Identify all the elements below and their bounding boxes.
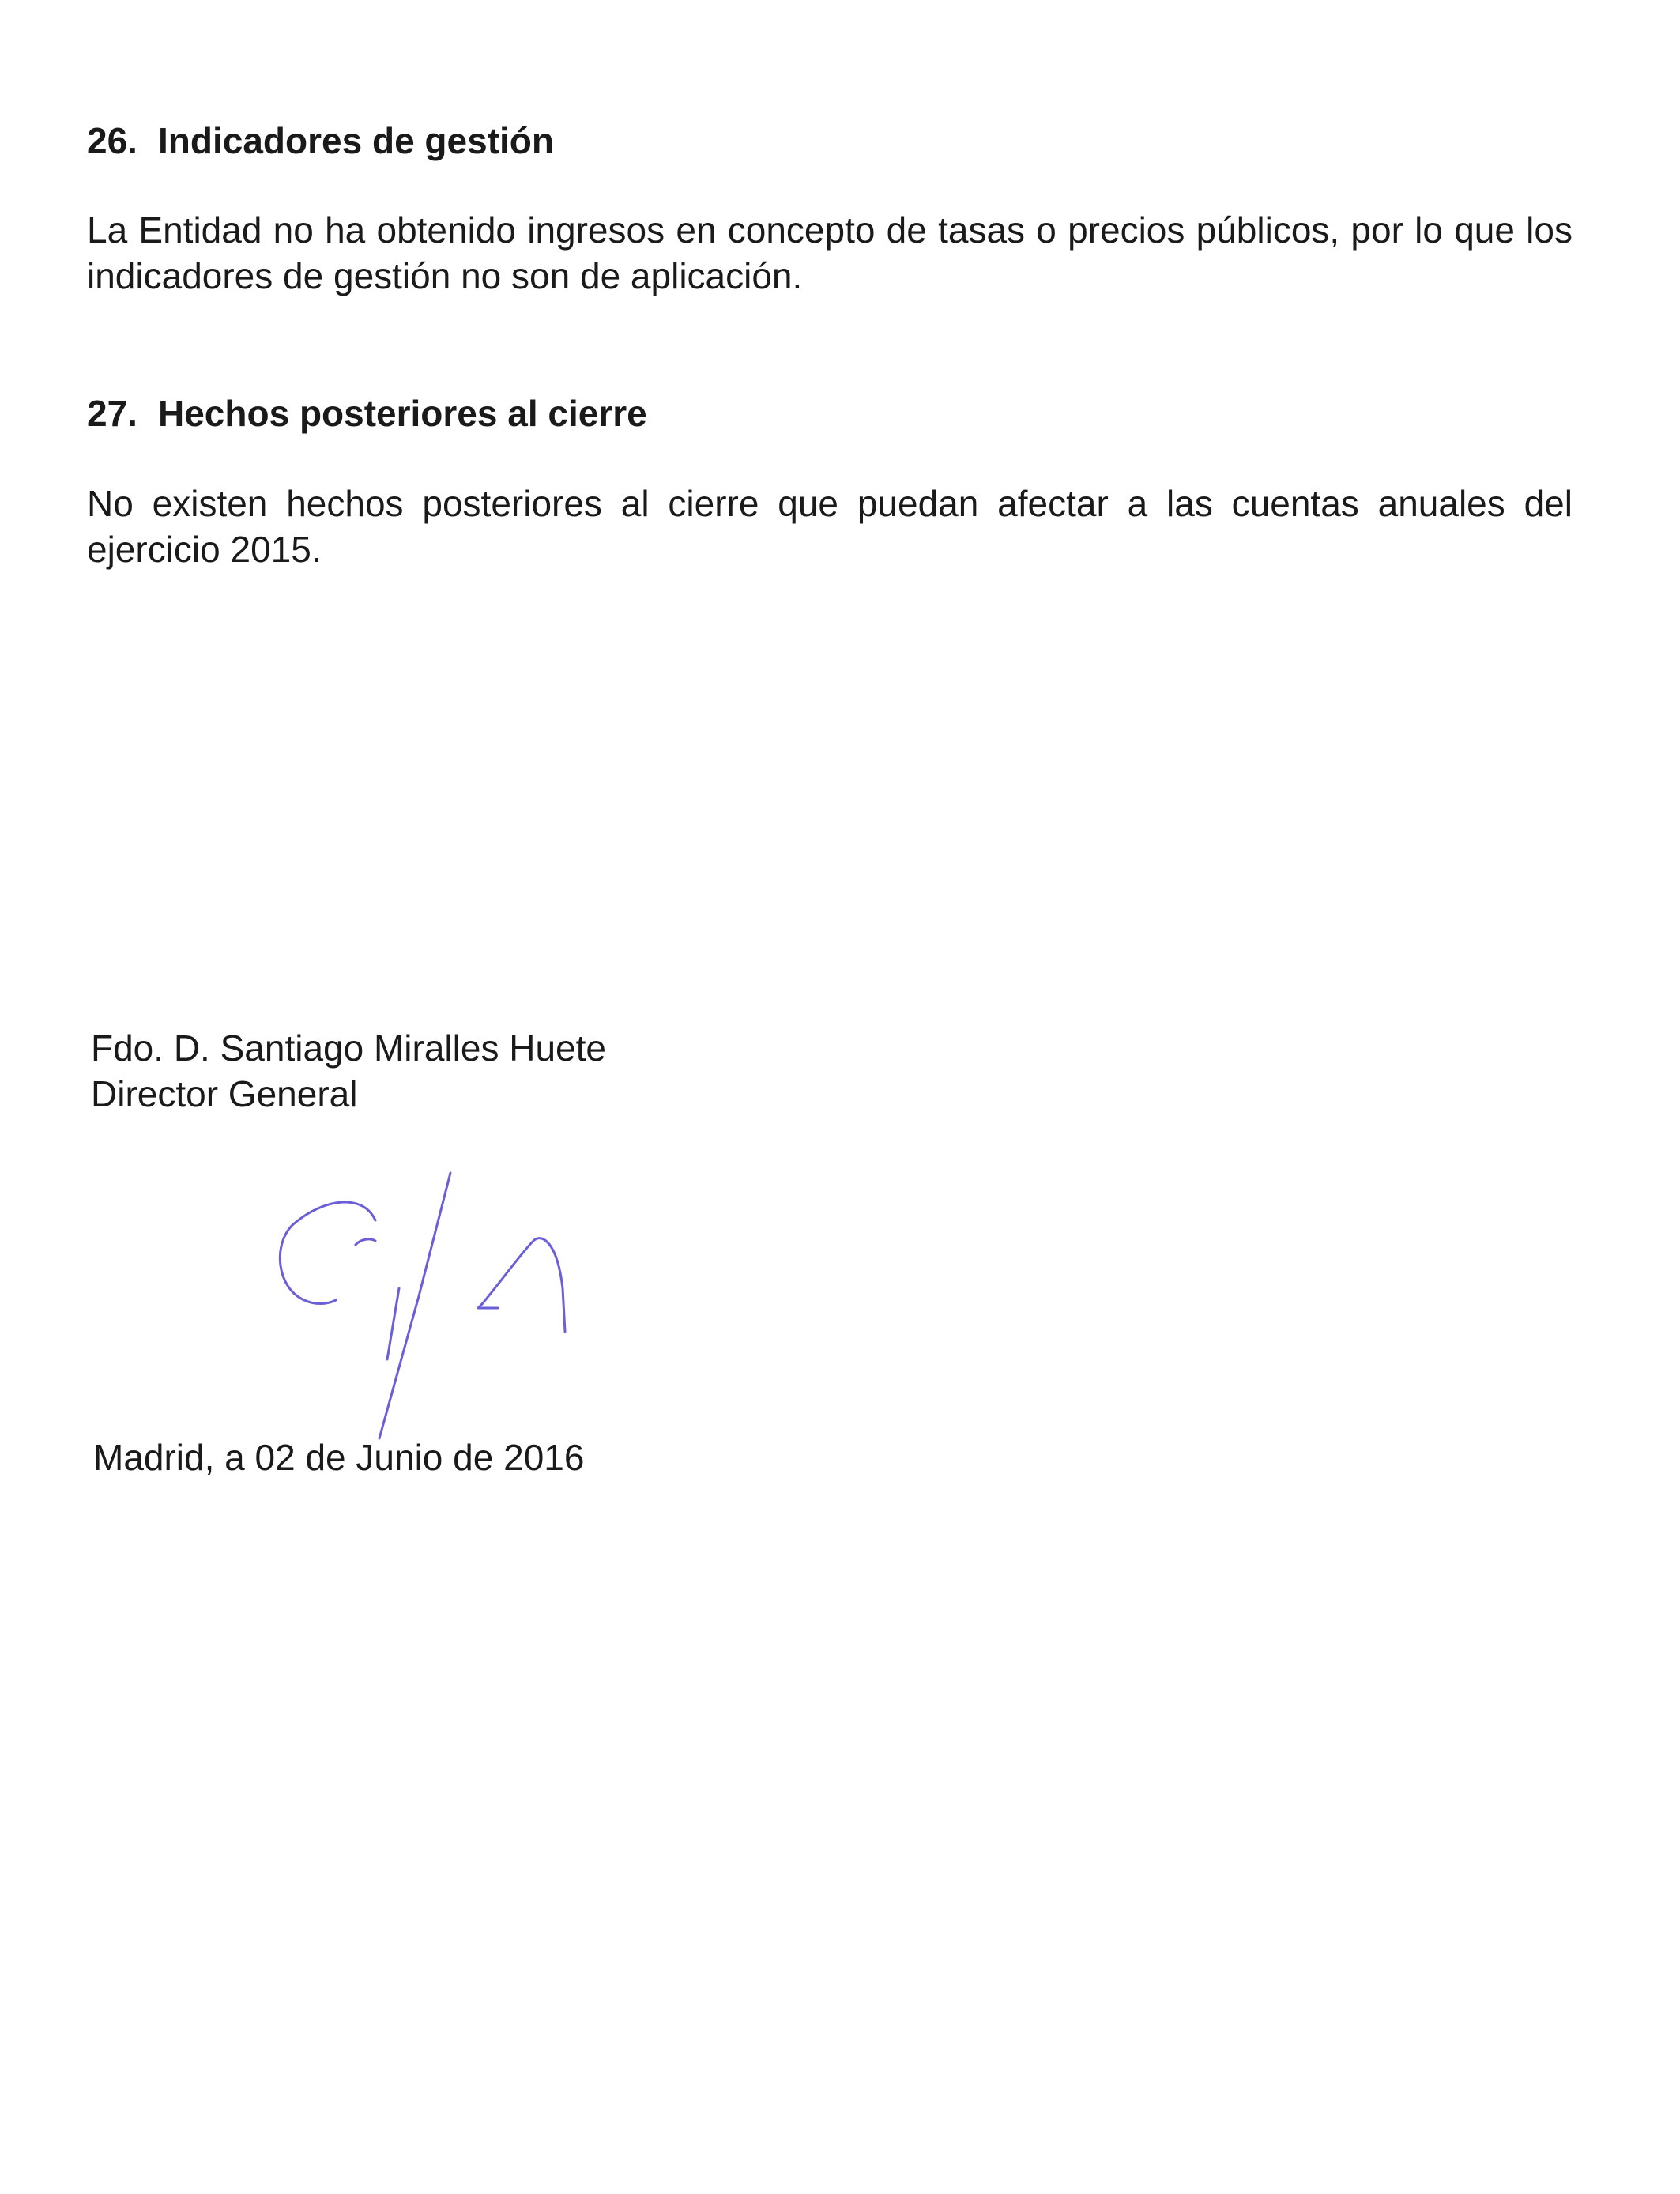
section-heading-27 [87, 391, 647, 435]
section-title: Indicadores de gestión [158, 120, 554, 161]
section-body-26: La Entidad no ha obtenido ingresos en concepto de tasas o precios públicos, por lo que los indicadores de gestión no son de aplicación. [87, 209, 1573, 296]
section-body-27: No existen hechos posteriores al cierre que puedan afectar a las cuentas anuales del ejercicio 2015. [87, 483, 1573, 570]
section-title: Hechos posteriores al cierre [158, 393, 647, 434]
place-and-date: Madrid, a 02 de Junio de 2016 [93, 1437, 585, 1478]
signer-position: Director General [91, 1073, 358, 1114]
section-number: 26. [87, 120, 137, 161]
section-heading-26 [87, 119, 554, 163]
handwritten-signature [269, 1162, 601, 1454]
signer-name: Fdo. D. Santiago Miralles Huete [91, 1027, 606, 1069]
section-number: 27. [87, 393, 137, 434]
